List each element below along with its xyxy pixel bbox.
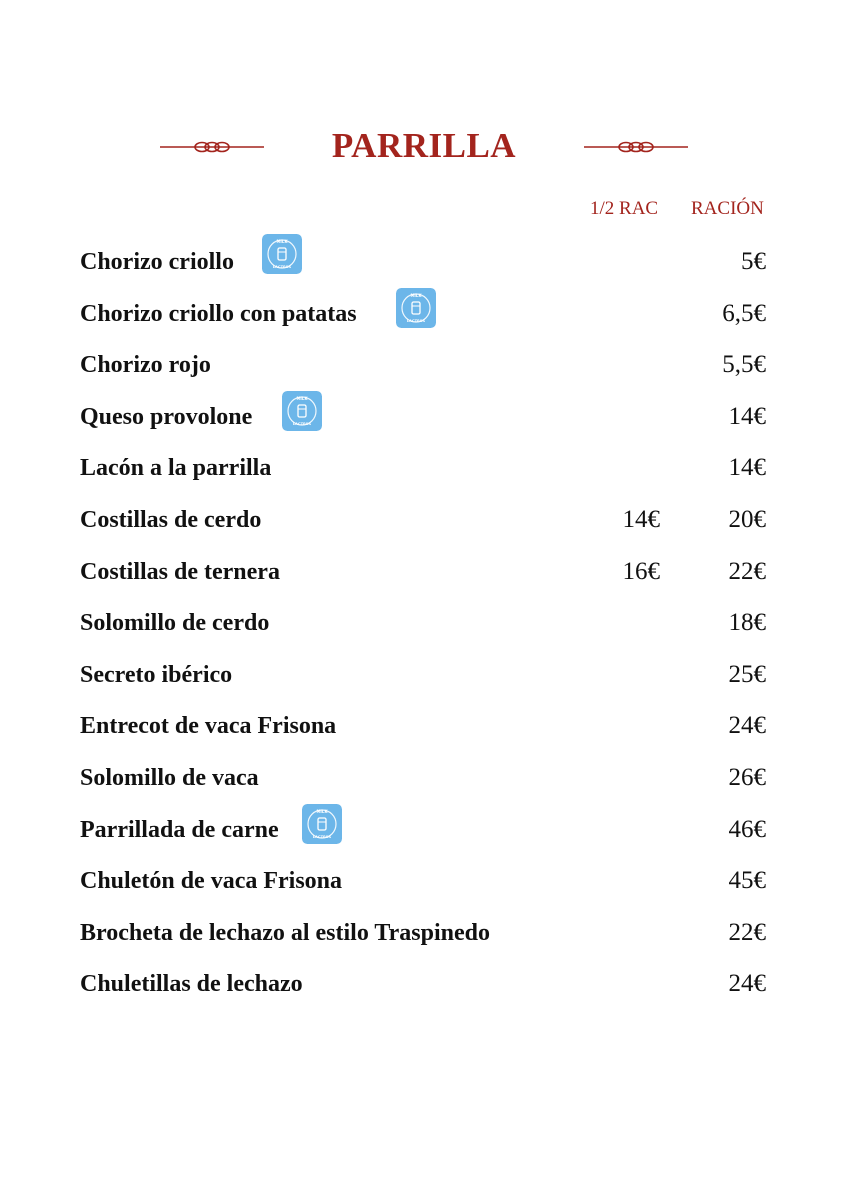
page-title: PARRILLA [331, 126, 517, 165]
menu-item-price-full: 24€ [728, 970, 766, 998]
menu-item-price-full: 45€ [728, 867, 766, 895]
menu-item-name: Queso provolone [80, 403, 253, 430]
menu-item-price-full: 5,5€ [722, 351, 766, 379]
menu-item-name: Lacón a la parrilla [80, 455, 272, 482]
menu-item-name: Secreto ibérico [80, 661, 233, 688]
badge-bottom-text: LACTEOS [312, 834, 332, 839]
menu-item-name: Brocheta de lechazo al estilo Traspinedo [80, 919, 490, 946]
menu-item-price-full: 24€ [728, 712, 766, 740]
menu-item [80, 911, 770, 951]
section-header [0, 122, 848, 172]
menu-item-name: Entrecot de vaca Frisona [80, 713, 337, 740]
menu-item [80, 240, 770, 280]
menu-item [80, 653, 770, 693]
menu-item [80, 292, 770, 332]
menu-item-price-full: 18€ [728, 609, 766, 637]
badge-top-text: MILK [276, 239, 288, 244]
menu-item [80, 859, 770, 899]
badge-top-text: MILK [296, 395, 308, 401]
menu-item-name: Chuletillas de lechazo [80, 971, 303, 998]
menu-item-price-full: 14€ [728, 402, 766, 430]
badge-bottom-text: LACTEOS [406, 318, 426, 323]
menu-item [80, 395, 770, 435]
menu-item [80, 343, 770, 383]
milk-lacteos-icon [262, 234, 302, 274]
menu-item-name: Solomillo de vaca [80, 765, 259, 791]
menu-item-price-full: 14€ [728, 454, 766, 482]
column-header-full: RACIÓN [691, 198, 764, 219]
menu-item [80, 601, 770, 641]
milk-lacteos-icon [302, 804, 342, 844]
menu-item-name: Chorizo criollo [80, 249, 234, 275]
menu-item-name: Costillas de ternera [80, 558, 280, 585]
menu-item-name: Costillas de cerdo [80, 507, 262, 533]
badge-top-text: MILK [410, 292, 422, 298]
menu-item-price-full: 25€ [728, 660, 766, 688]
menu-item [80, 498, 770, 538]
badge-bottom-text: LACTEOS [292, 421, 312, 426]
menu-item [80, 550, 770, 590]
menu-item-name: Chorizo criollo con patatas [80, 300, 357, 327]
menu-item [80, 808, 770, 848]
menu-item-price-half: 14€ [622, 506, 660, 533]
menu-item-price-full: 22€ [728, 557, 766, 585]
menu-item-name: Chuletón de vaca Frisona [80, 868, 343, 895]
menu-item-price-full: 22€ [728, 918, 766, 946]
column-header-half: 1/2 RAC [590, 198, 659, 219]
menu-item-price-full: 46€ [728, 815, 766, 843]
badge-top-text: MILK [316, 808, 328, 814]
menu-item-price-full: 5€ [741, 248, 766, 275]
menu-item-name: Chorizo rojo [80, 352, 211, 379]
menu-item [80, 962, 770, 1002]
badge-bottom-text: LACTEOS [272, 265, 292, 269]
menu-item-price-full: 6,5€ [722, 299, 766, 327]
menu-item-price-full: 20€ [728, 506, 766, 533]
ornament-right-icon [584, 138, 688, 156]
milk-lacteos-icon [396, 288, 436, 328]
milk-lacteos-icon [282, 391, 322, 431]
menu-item [80, 756, 770, 796]
menu-item [80, 446, 770, 486]
menu-item-name: Parrillada de carne [80, 816, 279, 843]
menu-item-price-full: 26€ [728, 764, 766, 791]
menu-item [80, 704, 770, 744]
menu-item-price-half: 16€ [622, 557, 660, 585]
menu-item-name: Solomillo de cerdo [80, 610, 270, 637]
